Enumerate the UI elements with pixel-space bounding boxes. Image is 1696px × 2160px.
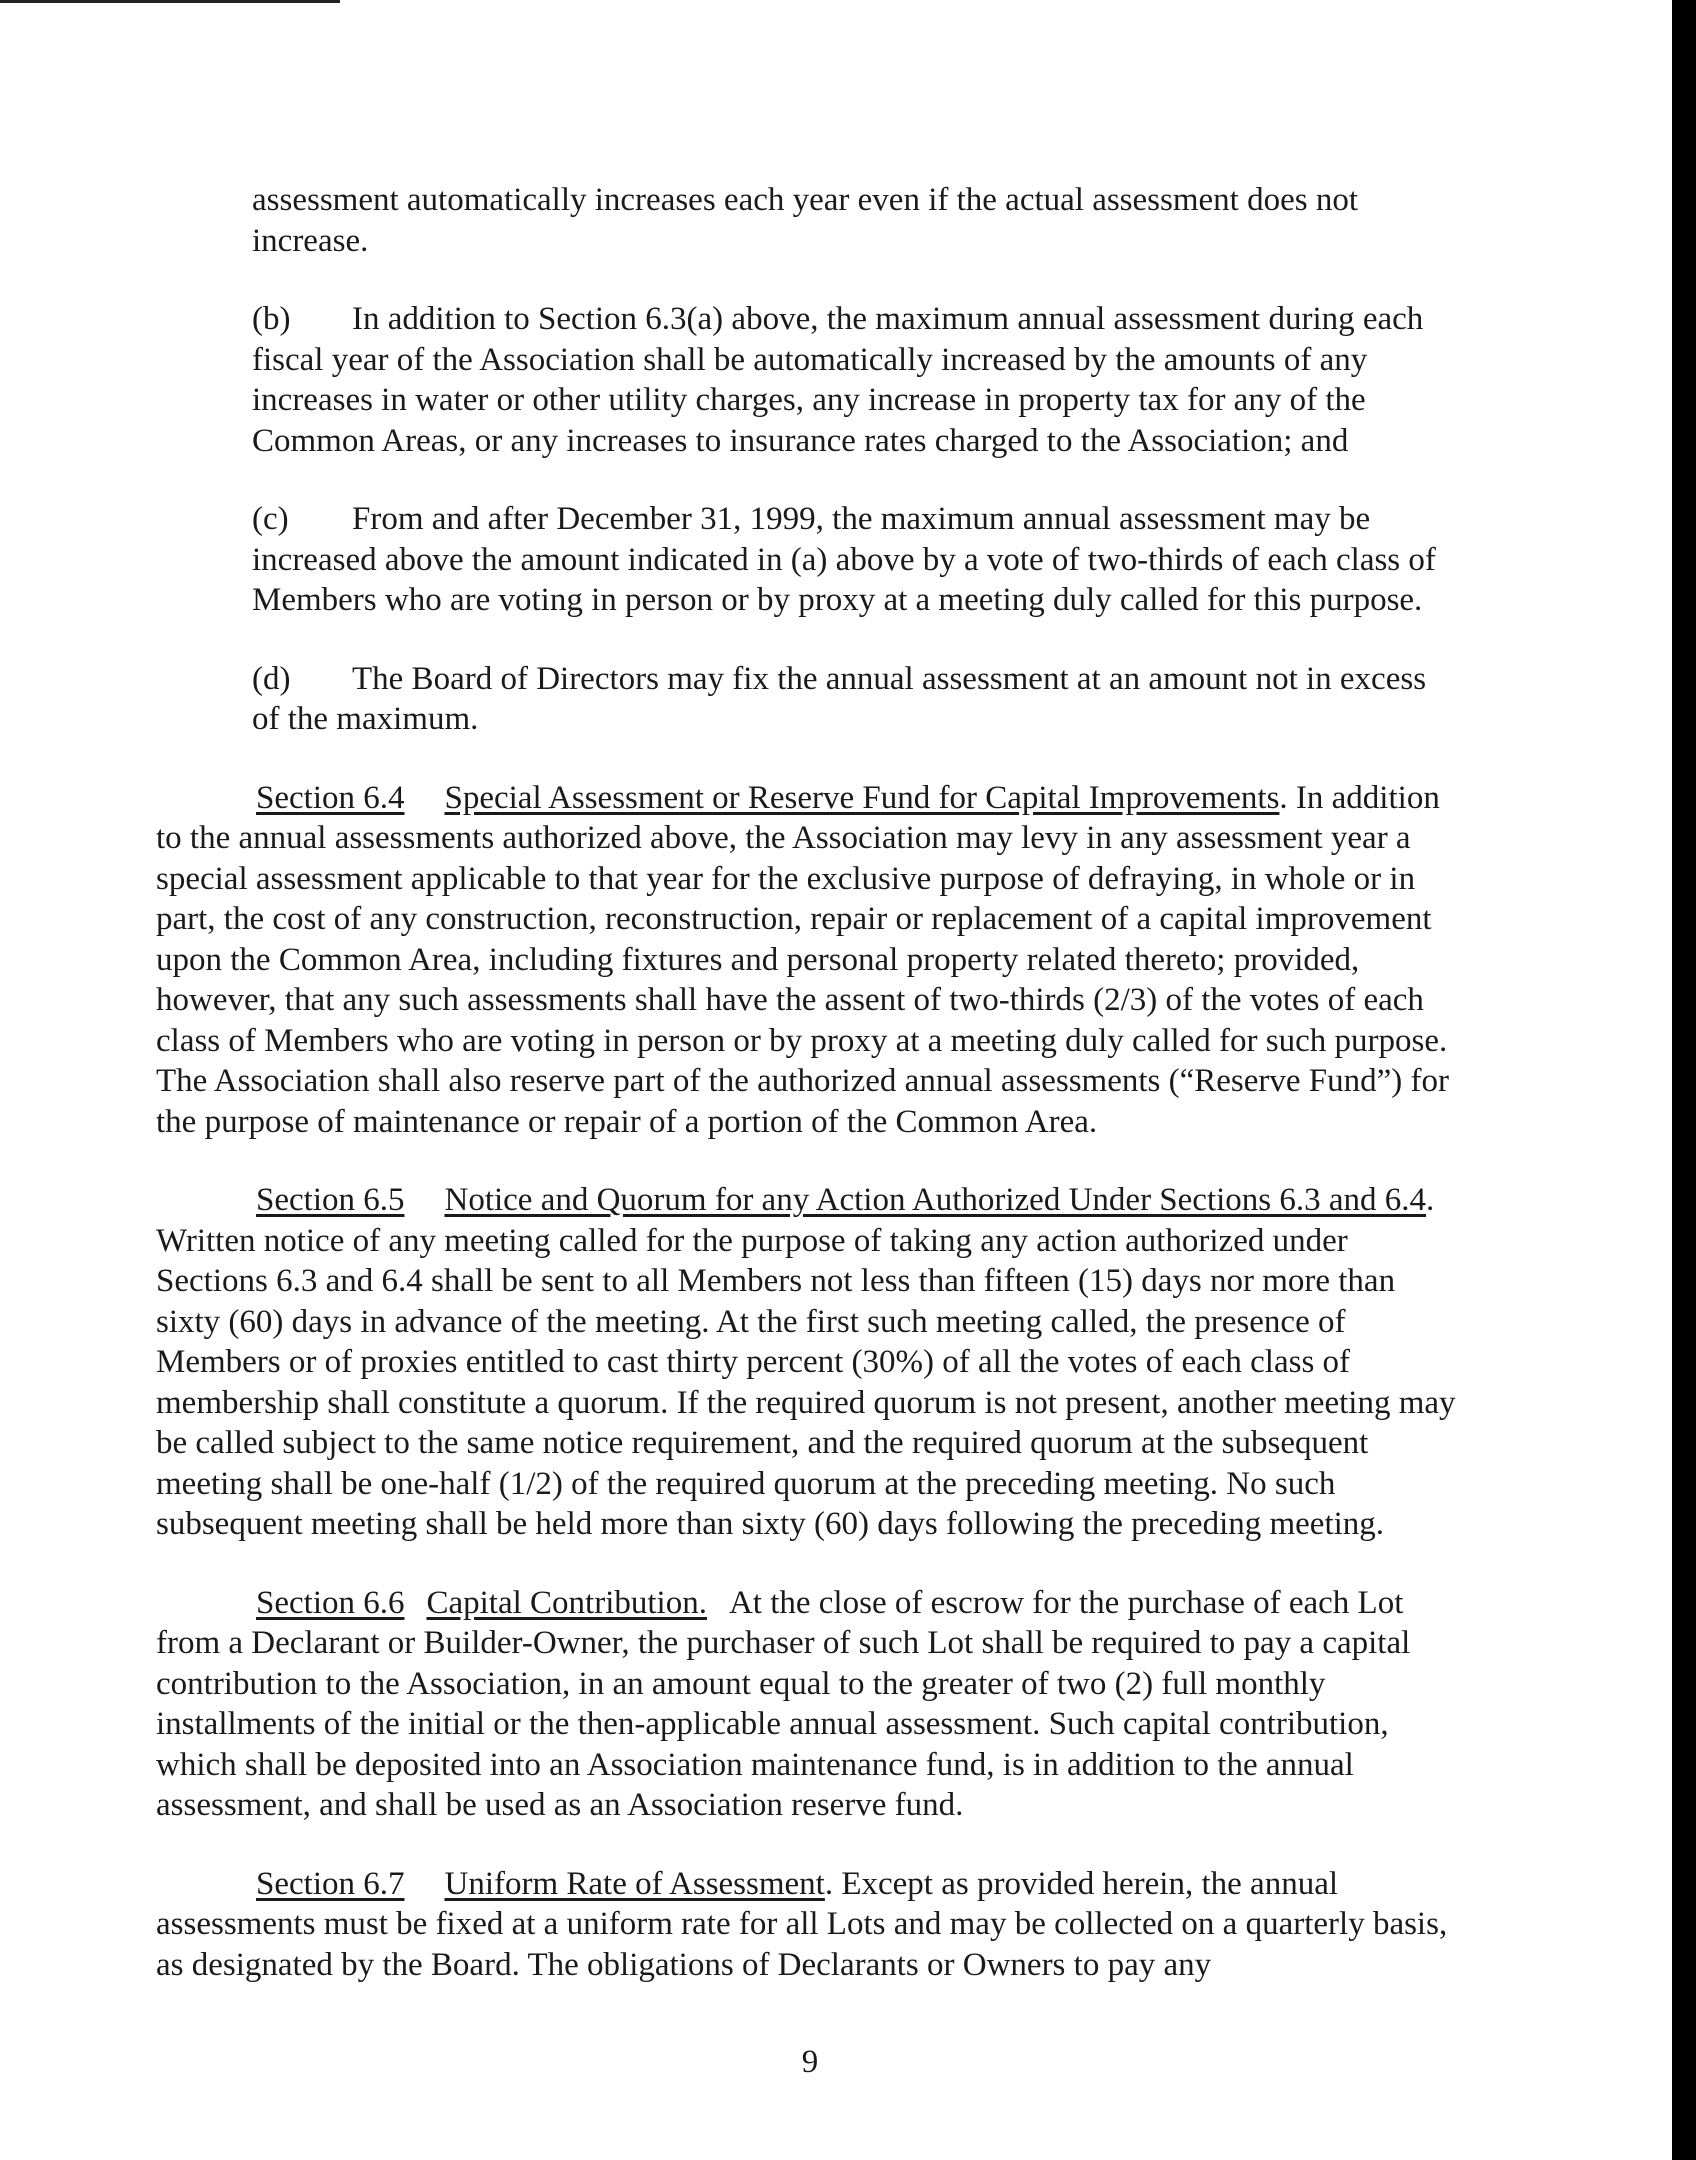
section-number: Section 6.5 xyxy=(256,1182,405,1218)
section-6-5 xyxy=(156,1180,1456,1545)
section-6-7 xyxy=(156,1864,1456,1986)
section-title: Notice and Quorum for any Action Authorized Under Sections 6.3 and 6.4 xyxy=(444,1182,1427,1218)
carryover-paragraph: assessment automatically increases each year even if the actual assessment does not increase. xyxy=(252,182,1358,259)
section-body: At the close of escrow for the purchase of each Lot from a Declarant or Builder-Owner, the purchaser of such Lot shall be required to pay a capital contribution to the Association, in an amount equal to the greater of two (2) full monthly installments of the initial or the then-applicable annual assessment. Such capital contribution, which shall be deposited into an Association maintenance fund, is in addition to the annual assessment, and shall be used as an Association reserve fund. xyxy=(156,1584,1411,1823)
subsection-label: (c) xyxy=(252,501,289,537)
subsection-c xyxy=(252,499,1456,621)
section-body: . Written notice of any meeting called for the purpose of taking any action authorized under Sections 6.3 and 6.4 shall be sent to all Members not less than fifteen (15) days nor more than sixty (60) days in advance of the meeting. At the first such meeting called, the presence of Members or of proxies entitled to cast thirty percent (30%) of all the votes of each class of membership shall constitute a quorum. If the required quorum is not present, another meeting may be called subject to the same notice requirement, and the required quorum at the subsequent meeting shall be one-half (1/2) of the required quorum at the preceding meeting. No such subsequent meeting shall be held more than sixty (60) days following the preceding meeting. xyxy=(156,1182,1456,1542)
section-number: Section 6.6 xyxy=(256,1584,405,1621)
subsection-b xyxy=(252,299,1456,461)
section-body: . In addition to the annual assessments authorized above, the Association may levy in any assessment year a special assessment applicable to that year for the exclusive purpose of defraying, in whole or in part, the cost of any construction, reconstruction, repair or replacement of a capital improvement upon the Common Area, including fixtures and personal property related thereto; provided, however, that any such assessments shall have the assent of two-thirds (2/3) of the votes of each class of Members who are voting in person or by proxy at a meeting duly called for such purpose. The Association shall also reserve part of the authorized annual assessments (“Reserve Fund”) for the purpose of maintenance or repair of a portion of the Common Area. xyxy=(156,779,1450,1140)
section-number: Section 6.4 xyxy=(256,779,405,816)
document-page xyxy=(156,180,1456,1985)
section-title: Uniform Rate of Assessment xyxy=(444,1865,825,1902)
section-body: . Except as provided herein, the annual assessments must be fixed at a uniform rate for all Lots and may be collected on a quarterly basis, as designated by the Board. The obligations of Declarants or Owners to pay any xyxy=(156,1865,1448,1983)
subsection-text: The Board of Directors may fix the annual assessment at an amount not in excess of the maximum. xyxy=(252,660,1427,737)
subsection-text: In addition to Section 6.3(a) above, the maximum annual assessment during each fiscal year of the Association shall be automatically increased by the amounts of any increases in water or other utility charges, any increase in property tax for any of the Common Areas, or any increases to insurance rates charged to the Association; and xyxy=(252,301,1424,459)
subsection-label: (d) xyxy=(252,660,291,697)
page-number: 9 xyxy=(801,2044,819,2080)
section-number: Section 6.7 xyxy=(256,1865,405,1902)
section-6-6 xyxy=(156,1583,1456,1826)
section-6-4 xyxy=(156,778,1456,1143)
scan-artifact-line xyxy=(0,0,340,3)
scan-edge-shadow xyxy=(1672,0,1696,2160)
subsection-d xyxy=(252,659,1456,740)
subsection-text: From and after December 31, 1999, the maximum annual assessment may be increased above the amount indicated in (a) above by a vote of two-thirds of each class of Members who are voting in person or by proxy at a meeting duly called for this purpose. xyxy=(252,501,1436,618)
section-title: Special Assessment or Reserve Fund for Capital Improvements xyxy=(444,779,1280,816)
subsection-label: (b) xyxy=(252,301,291,337)
section-title: Capital Contribution. xyxy=(426,1584,707,1621)
